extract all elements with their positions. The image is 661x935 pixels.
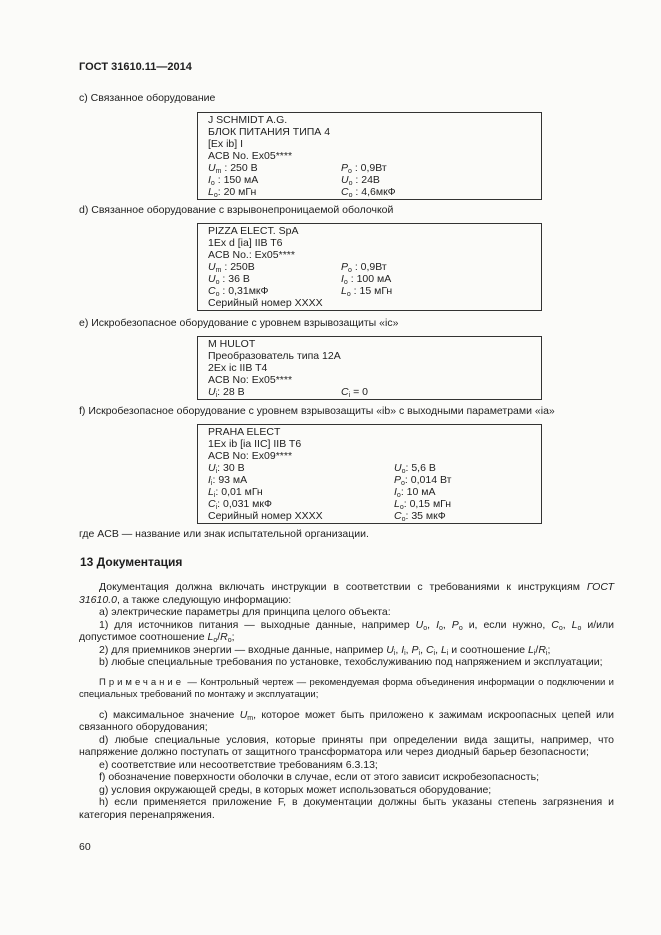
param-right: $U_o$: 5,6 В [394, 462, 436, 475]
list-item-1: 1) для источников питания — выходные данные, например $U_o$, $I_o$, $P_o$ и, если нужно, $C_o$, $L_o$ и/или допустимое соотношение $L_o/R_o$; [79, 618, 615, 644]
param-row [208, 486, 541, 498]
param-left: $C_i$: 0,031 мкФ [208, 498, 272, 511]
box-line: ACB No: Ex05**** [208, 374, 293, 386]
box-line: 1Ex d [ia] IIB T6 [208, 237, 283, 249]
box-line: PIZZA ELECT. SpA [208, 225, 299, 237]
list-item-g: g) условия окружающей среды, в которых может использоваться оборудование; [99, 783, 492, 796]
text: с) максимальное значение [99, 708, 240, 721]
standard-reference: ГОСТ 31610.0 [79, 581, 614, 606]
marking-box-c [197, 112, 542, 200]
param-left: $U_m$ : 250 В [208, 162, 258, 175]
caption-f: f) Искробезопасное оборудование с уровнем взрывозащиты «ib» с выходными параметрами «ia» [79, 405, 555, 417]
marking-box-d [197, 223, 542, 311]
param-left: Серийный номер XXXX [208, 510, 323, 522]
box-line: 2Ex ic IIB T4 [208, 362, 268, 374]
param-left: $I_o$ : 150 мА [208, 174, 259, 187]
param-right: $L_o$ : 15 мГн [341, 285, 393, 298]
param-right: $C_i = 0$ [341, 386, 368, 399]
list-item-h: h) если применяется приложение F, в документации должны быть указаны степень загрязнения и категория перенапряжения. [79, 796, 614, 821]
param-row [208, 162, 541, 174]
param-right: $P_o$ : 0,9Вт [341, 162, 387, 175]
param-row [208, 498, 541, 510]
box-line: Преобразователь типа 12А [208, 350, 341, 362]
acb-footnote: где ACB — название или знак испытательной организации. [79, 528, 369, 540]
param-row [208, 474, 541, 486]
list-item-f: f) обозначение поверхности оболочки в случае, если от этого зависит искробезопасность; [99, 771, 539, 783]
section-title: 13 Документация [80, 555, 183, 569]
caption-c: с) Связанное оборудование [79, 92, 216, 104]
text: , которое может быть приложено к зажимам искроопасных цепей или связанного оборудования; [79, 708, 614, 733]
caption-e: е) Искробезопасное оборудование с уровнем взрывозащиты «ic» [79, 317, 399, 329]
list-item-a: а) электрические параметры для принципа целого объекта: [99, 606, 391, 618]
param-right: $P_o$ : 0,9Вт [341, 261, 387, 274]
param-right: $C_o$: 35 мкФ [394, 510, 446, 523]
box-line: ACB No: Ex09**** [208, 450, 293, 462]
note-text: — Контрольный чертеж — рекомендуемая форма объединения информации о подключении и специальных требований по монтажу и эксплуатации; [79, 676, 614, 700]
param-row [208, 462, 541, 474]
intro-paragraph [79, 581, 614, 606]
marking-box-e [197, 336, 542, 400]
page-number: 60 [79, 841, 91, 853]
document-header: ГОСТ 31610.11—2014 [79, 61, 192, 73]
text: Документация должна включать инструкции в соответствии с требованиями к инструкциям [99, 581, 587, 593]
param-right: $P_o$: 0,014 Вт [394, 474, 452, 487]
param-right: $C_o$ : 4,6мкФ [341, 186, 396, 199]
box-line: ACB No.: Ex05**** [208, 249, 295, 261]
text: , а также следующую информацию: [116, 593, 292, 606]
page-content [79, 92, 614, 821]
serial-number: Серийный номер XXXX [208, 297, 323, 309]
param-row [208, 186, 541, 198]
param-right: $U_o$ : 24В [341, 174, 380, 187]
box-line: ACB No. Ex05**** [208, 150, 293, 162]
list-item-d: d) любые специальные условия, которые приняты при определении вида защиты, например, что напряжение должно поступать от защитного трансформатора или через диодный барьер безопасности; [79, 733, 614, 758]
param-left: $U_i$: 28 В [208, 386, 245, 399]
param-row [208, 510, 541, 522]
param-row [208, 261, 541, 273]
box-line: M HULOT [208, 338, 256, 350]
box-line: 1Ex ib [ia IIC] IIB T6 [208, 438, 302, 450]
box-line: БЛОК ПИТАНИЯ ТИПА 4 [208, 126, 331, 138]
list-item-c: с) максимальное значение $U_m$, которое может быть приложено к зажимам искроопасных цепей или связанного оборудования; [79, 708, 614, 733]
params-c [208, 162, 541, 198]
box-line: J SCHMIDT A.G. [208, 114, 288, 126]
note-paragraph [79, 677, 614, 701]
params-d [208, 261, 541, 297]
list-item-e: е) соответствие или несоответствие требованиям 6.3.13; [99, 758, 378, 771]
param-left: $U_m$ : 250В [208, 261, 255, 274]
param-row [208, 386, 541, 398]
param-left: $U_i$: 30 В [208, 462, 245, 475]
param-row [208, 174, 541, 186]
param-row [208, 285, 541, 297]
caption-d: d) Связанное оборудование с взрывонепроницаемой оболочкой [79, 204, 394, 216]
param-right: $I_o$ : 100 мА [341, 273, 392, 286]
box-line: [Ex ib] I [208, 138, 244, 150]
param-left: $U_o$ : 36 В [208, 273, 250, 286]
box-line: PRAHA ELECT [208, 426, 281, 438]
note-label: Примечание [99, 676, 184, 688]
list-item-b: b) любые специальные требования по установке, техобслуживанию под напряжением и эксплуатации; [99, 656, 603, 668]
param-left: $I_i$: 93 мА [208, 474, 248, 487]
param-right: $L_o$: 0,15 мГн [394, 498, 452, 511]
param-right: $I_o$: 10 мА [394, 486, 436, 499]
param-left: $L_o$: 20 мГн [208, 186, 257, 199]
param-left: $L_i$: 0,01 мГн [208, 486, 263, 499]
params-f [208, 462, 541, 522]
list-item-2: 2) для приемников энергии — входные данные, например $U_i$, $I_i$, $P_i$, $C_i$, $L_i$ и соотношение $L_i/R_i$; [99, 643, 551, 657]
param-left: $C_o$ : 0,31мкФ [208, 285, 269, 298]
param-row [208, 273, 541, 285]
params-e [208, 386, 541, 398]
marking-box-f [197, 424, 542, 524]
